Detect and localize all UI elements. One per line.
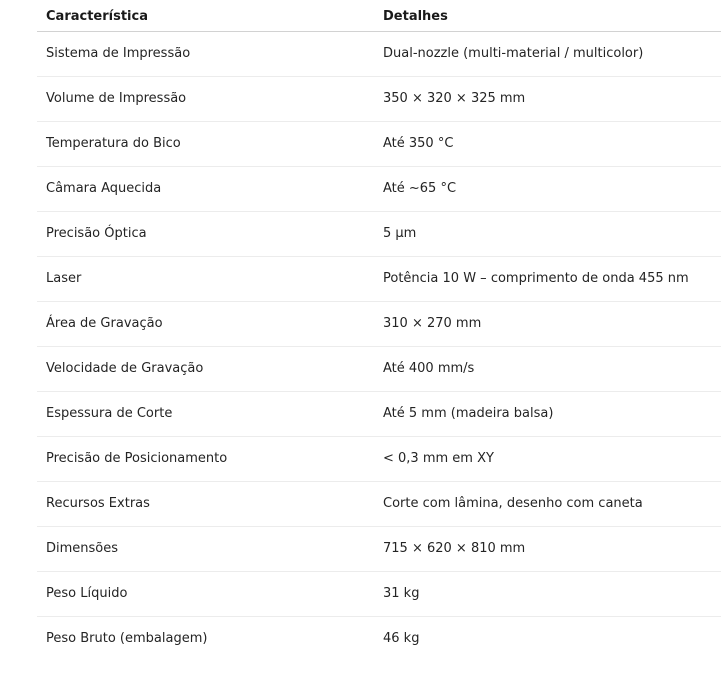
spec-table <box>37 0 721 661</box>
feature-cell: Laser <box>37 256 374 301</box>
details-cell: Até 400 mm/s <box>374 346 721 391</box>
feature-cell: Velocidade de Gravação <box>37 346 374 391</box>
table-row <box>37 436 721 481</box>
table-row <box>37 481 721 526</box>
details-cell: 31 kg <box>374 571 721 616</box>
table-row <box>37 211 721 256</box>
table-row <box>37 391 721 436</box>
details-cell: 350 × 320 × 325 mm <box>374 76 721 121</box>
table-row <box>37 301 721 346</box>
table-row <box>37 526 721 571</box>
details-cell: Até 350 °C <box>374 121 721 166</box>
table-row <box>37 346 721 391</box>
table-row <box>37 256 721 301</box>
table-row <box>37 31 721 76</box>
feature-cell: Área de Gravação <box>37 301 374 346</box>
details-cell: 5 µm <box>374 211 721 256</box>
feature-cell: Temperatura do Bico <box>37 121 374 166</box>
feature-cell: Volume de Impressão <box>37 76 374 121</box>
table-row <box>37 76 721 121</box>
table-body <box>37 31 721 661</box>
header-row <box>37 0 721 31</box>
feature-cell: Câmara Aquecida <box>37 166 374 211</box>
feature-cell: Peso Bruto (embalagem) <box>46 631 208 647</box>
details-cell: 310 × 270 mm <box>374 301 721 346</box>
table-row <box>37 121 721 166</box>
details-cell: 46 kg <box>383 631 420 647</box>
table-row <box>37 571 721 616</box>
column-header-feature: Característica <box>37 0 374 31</box>
details-cell: Corte com lâmina, desenho com caneta <box>374 481 721 526</box>
feature-cell: Peso Líquido <box>37 571 374 616</box>
details-cell: 715 × 620 × 810 mm <box>374 526 721 571</box>
details-cell: Dual-nozzle (multi-material / multicolor) <box>374 31 721 76</box>
table-row <box>37 166 721 211</box>
details-cell: < 0,3 mm em XY <box>374 436 721 481</box>
details-cell: Até 5 mm (madeira balsa) <box>374 391 721 436</box>
feature-cell: Recursos Extras <box>37 481 374 526</box>
feature-cell: Dimensões <box>37 526 374 571</box>
feature-cell: Precisão de Posicionamento <box>37 436 374 481</box>
table-header <box>37 0 721 31</box>
details-cell: Até ~65 °C <box>374 166 721 211</box>
details-cell: Potência 10 W – comprimento de onda 455 nm <box>374 256 721 301</box>
feature-cell: Precisão Óptica <box>37 211 374 256</box>
feature-cell: Sistema de Impressão <box>37 31 374 76</box>
feature-cell: Espessura de Corte <box>37 391 374 436</box>
table-row <box>37 616 721 661</box>
column-header-details: Detalhes <box>374 0 721 31</box>
